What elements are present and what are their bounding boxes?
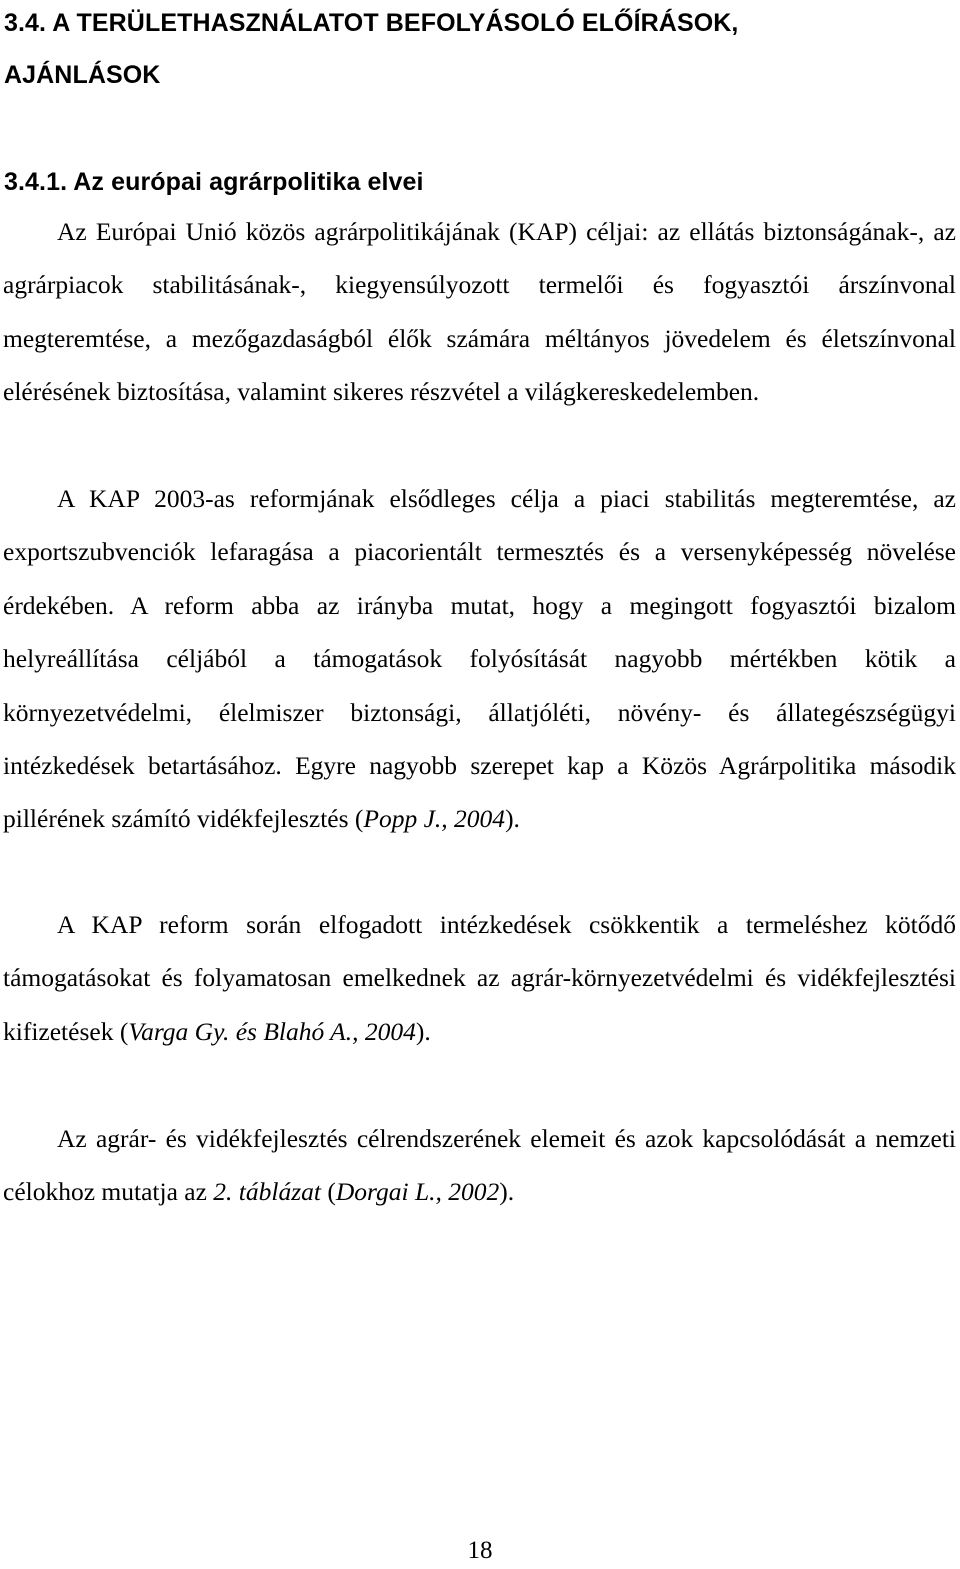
page-number: 18	[467, 1537, 493, 1564]
paragraph-cap-goals	[3, 205, 956, 419]
paragraph-end: ).	[415, 1016, 431, 1046]
citation: Dorgai L., 2002	[335, 1177, 500, 1207]
paragraph-text: Az Európai Unió közös agrárpolitikájának (KAP) céljai: az ellátás biztonságának-, az agrárpiacok stabilitásának-, kiegyensúlyozott termelői és fogyasztói árszínvonal megteremtése, a mezőgazdaságból élők számára méltányos jövedelem és életszínvonal elérésének biztosítása, valamint sikeres részvétel a világkereskedelemben.	[3, 217, 956, 407]
paragraph-objectives-table-ref	[3, 1112, 956, 1219]
paragraph-text: A KAP 2003-as reformjának elsődleges célja a piaci stabilitás megteremtése, az exportszubvenciók lefaragása a piacorientált termesztés és a versenyképesség növelése érdekében. A reform abba az irányba mutat, hogy a megingott fogyasztói bizalom helyreállítása céljából a támogatások folyósítását nagyobb mértékben kötik a környezetvédelmi, élelmiszer biztonsági, állatjóléti, növény- és állategészségügyi intézkedések betartásához. Egyre nagyobb szerepet kap a Közös Agrárpolitika második pillérének számító vidékfejlesztés (	[3, 484, 956, 834]
section-heading-line1: 3.4. A TERÜLETHASZNÁLATOT BEFOLYÁSOLÓ ELŐÍRÁSOK,	[4, 9, 739, 37]
paragraph-end: ).	[499, 1177, 515, 1207]
section-heading-line2: AJÁNLÁSOK	[4, 61, 161, 89]
paragraph-text: A KAP reform során elfogadott intézkedések csökkentik a termeléshez kötődő támogatásokat és folyamatosan emelkednek az agrár-környezetvédelmi és vidékfejlesztési kifizetések (	[3, 910, 956, 1046]
citation: Varga Gy. és Blahó A., 2004	[128, 1016, 416, 1046]
paragraph-mid: (	[320, 1177, 336, 1207]
table-reference: 2. táblázat	[213, 1177, 321, 1207]
citation: Popp J., 2004	[363, 804, 506, 834]
paragraph-cap-reform-measures	[3, 898, 956, 1058]
section-heading	[4, 0, 954, 101]
subsection-heading: 3.4.1. Az európai agrárpolitika elvei	[4, 168, 424, 196]
paragraph-text: Az agrár- és vidékfejlesztés célrendszerének elemeit és azok kapcsolódását a nemzeti célokhoz mutatja az	[3, 1124, 956, 1207]
paragraph-end: ).	[505, 804, 520, 834]
paragraph-cap-reform-2003	[3, 472, 956, 846]
